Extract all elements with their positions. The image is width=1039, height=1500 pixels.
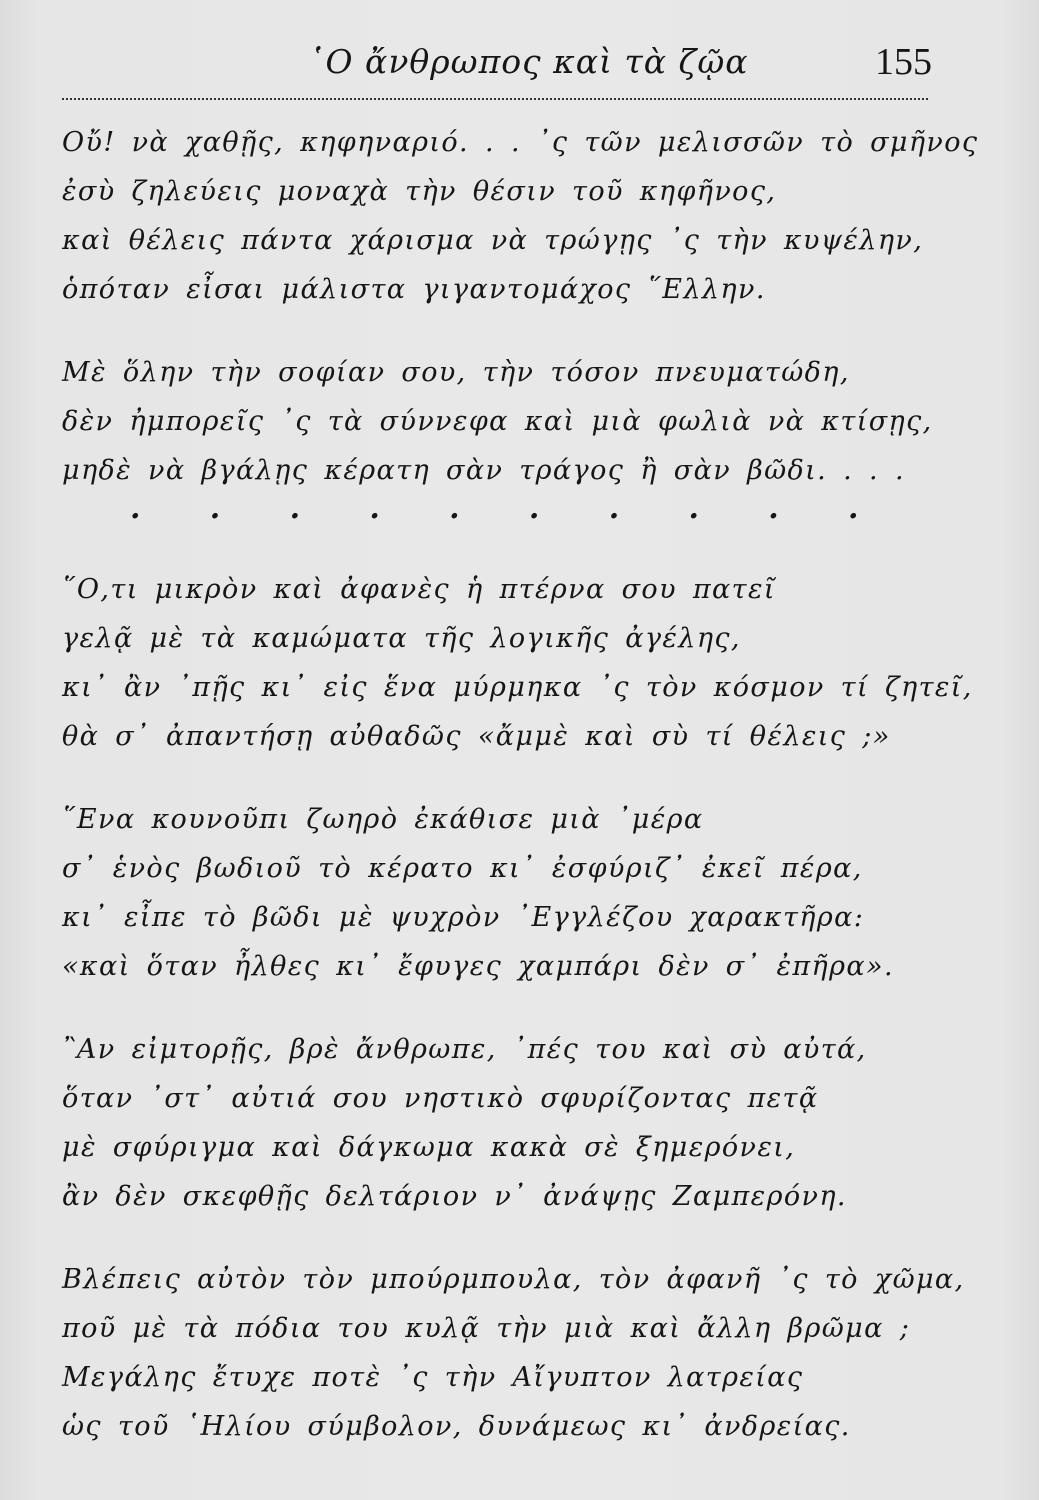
verse-line: ὅταν ᾽στ᾽ αὐτιά σου νηστικὸ σφυρίζοντας πετᾷ (62, 1083, 819, 1114)
verse-line: ῍Αν εἰμτορῇς, βρὲ ἄνθρωπε, ᾽πές του καὶ σὺ αὐτά, (62, 1034, 867, 1065)
verse-line: ῞Ενα κουνοῦπι ζωηρὸ ἐκάθισε μιὰ ᾽μέρα (62, 804, 704, 835)
verse-line: σ᾽ ἑνὸς βωδιοῦ τὸ κέρατο κι᾽ ἐσφύριζ᾽ ἐκεῖ πέρα, (62, 853, 863, 884)
separator-dot: . (528, 491, 541, 526)
verse-line: «καὶ ὅταν ἦλθες κι᾽ ἔφυγες χαμπάρι δὲν σ᾽ ἐπῆρα». (62, 951, 894, 982)
separator-dot: . (688, 491, 701, 526)
stanza-2 (62, 348, 942, 495)
ellipsis-separator (130, 489, 860, 529)
verse-line: Μὲ ὅλην τὴν σοφίαν σου, τὴν τόσον πνευματώδη, (62, 357, 850, 388)
separator-dot: . (130, 491, 142, 526)
verse-line: Βλέπεις αὐτὸν τὸν μπούρμπουλα, τὸν ἀφανῆ ᾽ς τὸ χῶμα, (62, 1264, 965, 1295)
verse-line: δὲν ἠμπορεῖς ᾽ς τὰ σύννεφα καὶ μιὰ φωλιὰ νὰ κτίσῃς, (62, 406, 933, 437)
separator-dot: . (768, 491, 781, 526)
stanza-1 (62, 118, 979, 314)
verse-line: ὡς τοῦ ῾Ηλίου σύμβολον, δυνάμεως κι᾽ ἀνδρείας. (62, 1411, 851, 1442)
verse-line: ἐσὺ ζηλεύεις μοναχὰ τὴν θέσιν τοῦ κηφῆνος, (62, 176, 777, 207)
poem-body (62, 118, 979, 1485)
page-header (60, 38, 932, 94)
stanza-5 (62, 1025, 942, 1221)
verse-line: ἂν δὲν σκεφθῇς δελτάριον ν᾽ ἀνάψῃς Ζαμπερόνη. (62, 1181, 847, 1212)
verse-line: μὲ σφύριγμα καὶ δάγκωμα κακὰ σὲ ξημερόνει, (62, 1132, 796, 1163)
running-title: ῾Ο ἄνθρωπος καὶ τὰ ζῷα (308, 42, 749, 81)
separator-dot: . (848, 491, 860, 526)
separator-dot: . (608, 491, 621, 526)
stanza-3 (62, 565, 973, 761)
header-dotted-rule (62, 98, 928, 100)
stanza-4 (62, 795, 942, 991)
verse-line: μηδὲ νὰ βγάλῃς κέρατη σὰν τράγος ἢ σὰν βῶδι. . . . (62, 455, 906, 486)
verse-line: Οὔ! νὰ χαθῇς, κηφηναριό. . . ᾽ς τῶν μελισσῶν τὸ σμῆνος (62, 127, 979, 158)
verse-line: κι᾽ εἶπε τὸ βῶδι μὲ ψυχρὸν ᾽Εγγλέζου χαρακτῆρα: (62, 902, 865, 933)
verse-line: καὶ θέλεις πάντα χάρισμα νὰ τρώγῃς ᾽ς τὴν κυψέλην, (62, 225, 924, 256)
stanza-6 (62, 1255, 965, 1451)
verse-line: γελᾷ μὲ τὰ καμώματα τῆς λογικῆς ἀγέλης, (62, 623, 741, 654)
verse-line: ὁπόταν εἶσαι μάλιστα γιγαντομάχος ῞Ελλην. (62, 274, 766, 305)
separator-dot: . (289, 491, 302, 526)
verse-line: ῞Ο,τι μικρὸν καὶ ἀφανὲς ἡ πτέρνα σου πατεῖ (62, 574, 776, 605)
page-number: 155 (875, 41, 932, 83)
separator-dot: . (449, 491, 461, 526)
verse-line: κι᾽ ἂν ᾽πῇς κι᾽ εἰς ἕνα μύρμηκα ᾽ς τὸν κόσμον τί ζητεῖ, (62, 672, 973, 703)
verse-line: Μεγάλης ἔτυχε ποτὲ ᾽ς τὴν Αἴγυπτον λατρείας (62, 1362, 804, 1393)
separator-dot: . (209, 491, 222, 526)
separator-dot: . (369, 491, 382, 526)
verse-line: θὰ σ᾽ ἀπαντήσῃ αὐθαδῶς «ἄμμὲ καὶ σὺ τί θέλεις ;» (62, 721, 891, 752)
verse-line: ποῦ μὲ τὰ πόδια του κυλᾷ τὴν μιὰ καὶ ἄλλη βρῶμα ; (62, 1313, 911, 1344)
